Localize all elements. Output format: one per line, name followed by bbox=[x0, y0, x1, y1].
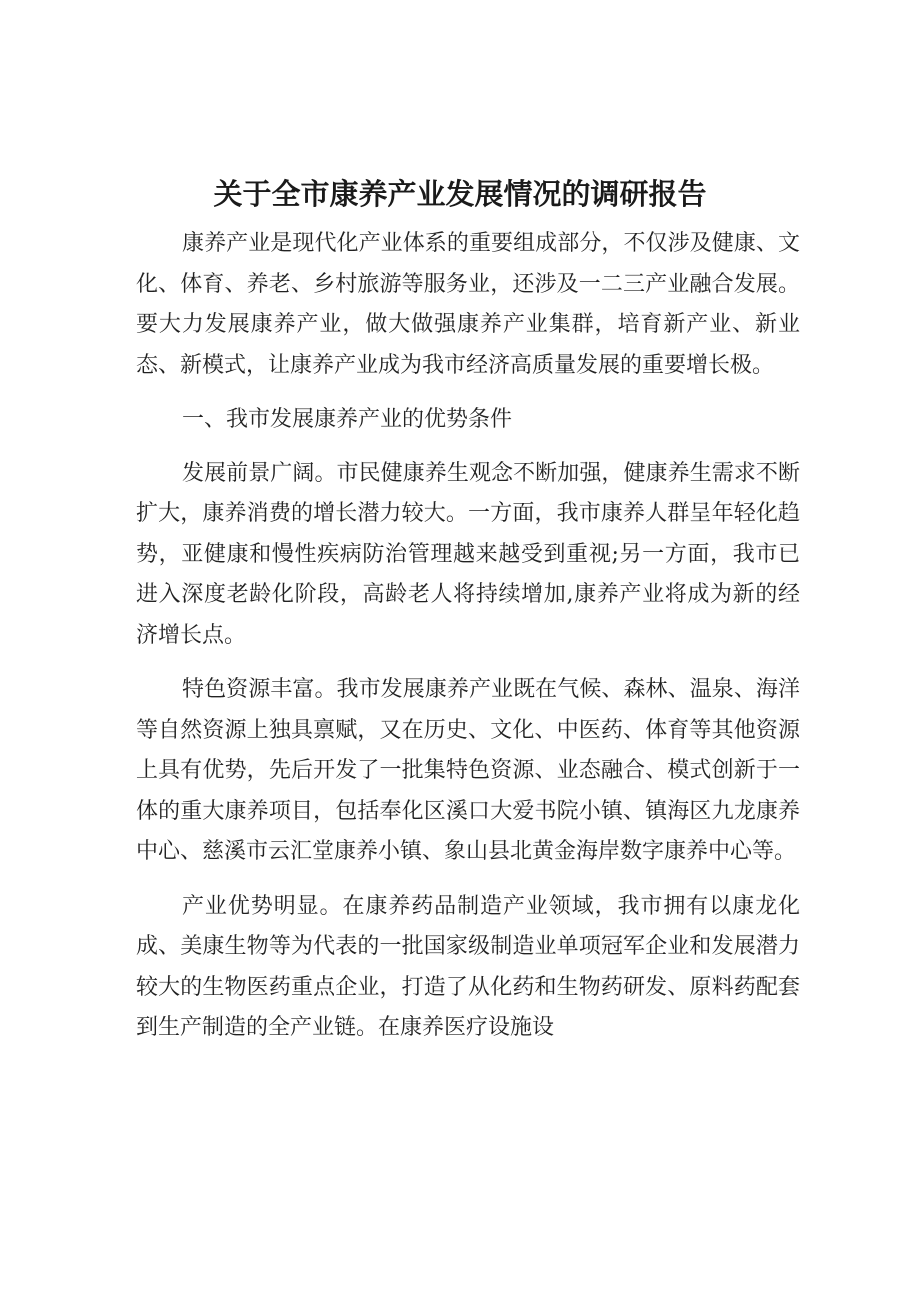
paragraph-resources: 特色资源丰富。我市发展康养产业既在气候、森林、温泉、海洋等自然资源上独具禀赋，又在历史、文化、中医药、体育等其他资源上具有优势，先后开发了一批集特色资源、业态融合、模式创新于一体的重大康养项目，包括奉化区溪口大爱书院小镇、镇海区九龙康养中心、慈溪市云汇堂康养小镇、象山县北黄金海岸数字康养中心等。 bbox=[136, 677, 800, 864]
paragraph-intro: 康养产业是现代化产业体系的重要组成部分，不仅涉及健康、文化、体育、养老、乡村旅游等服务业，还涉及一二三产业融合发展。要大力发展康养产业，做大做强康养产业集群，培育新产业、新业态、新模式，让康养产业成为我市经济高质量发展的重要增长极。 bbox=[136, 231, 800, 378]
paragraph-prospects: 发展前景广阔。市民健康养生观念不断加强，健康养生需求不断扩大，康养消费的增长潜力较大。一方面，我市康养人群呈年轻化趋势，亚健康和慢性疾病防治管理越来越受到重视;另一方面，我市已进入深度老龄化阶段，高龄老人将持续增加,康养产业将成为新的经济增长点。 bbox=[136, 460, 800, 648]
document-body bbox=[136, 224, 800, 1063]
section-heading: 一、我市发展康养产业的优势条件 bbox=[182, 407, 513, 432]
document-title: 关于全市康养产业发展情况的调研报告 bbox=[213, 177, 707, 211]
paragraph-industry-advantage: 产业优势明显。在康养药品制造产业领域，我市拥有以康龙化成、美康生物等为代表的一批国家级制造业单项冠军企业和发展潜力较大的生物医药重点企业，打造了从化药和生物药研发、原料药配套到生产制造的全产业链。在康养医疗设施设 bbox=[136, 893, 800, 1040]
